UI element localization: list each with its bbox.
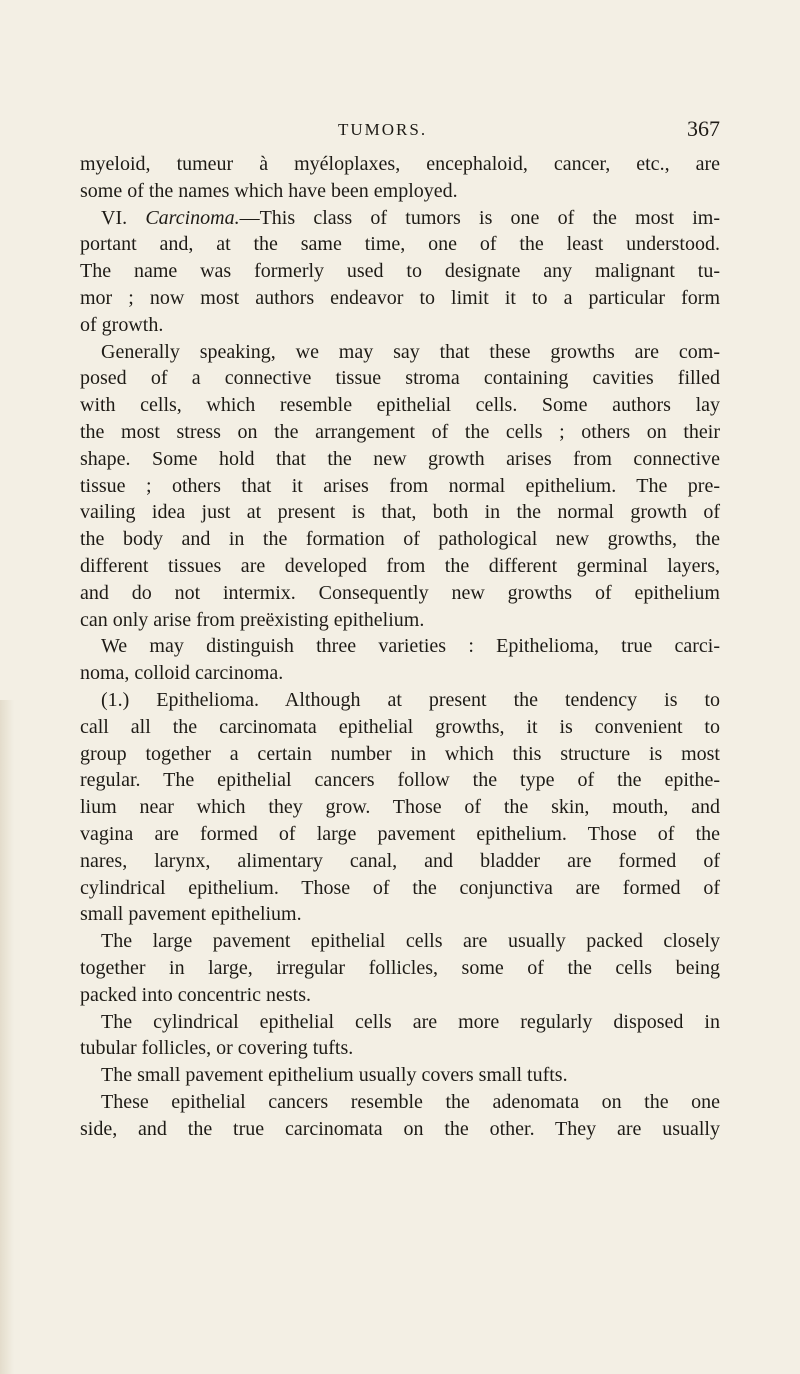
text-line: lium near which they grow. Those of the skin, mouth, and [80, 796, 720, 819]
text-line: side, and the true carcinomata on the other. They are usually [80, 1117, 720, 1140]
text-line: small pavement epithelium. [80, 903, 302, 926]
text-line: the most stress on the arrangement of the cells ; others on their [80, 420, 720, 443]
text-line: with cells, which resemble epithelial cells. Some authors lay [80, 394, 720, 417]
text-line: The small pavement epithelium usually covers small tufts. [101, 1064, 568, 1087]
text-line: together in large, irregular follicles, some of the cells being [80, 956, 720, 979]
text-line: cylindrical epithelium. Those of the conjunctiva are formed of [80, 876, 720, 899]
text-line: portant and, at the same time, one of the least understood. [80, 233, 720, 256]
text-line: The large pavement epithelial cells are usually packed closely [101, 930, 720, 953]
text-line: group together a certain number in which this structure is most [80, 742, 720, 765]
text-line: and do not intermix. Consequently new growths of epithelium [80, 581, 720, 604]
text-line: posed of a connective tissue stroma containing cavities filled [80, 367, 720, 390]
text-line: The cylindrical epithelial cells are more regularly disposed in [101, 1010, 720, 1033]
running-head: TUMORS. [338, 120, 428, 139]
text-line: These epithelial cancers resemble the adenomata on the one [101, 1090, 720, 1113]
text-line: noma, colloid carcinoma. [80, 662, 284, 685]
text-line: nares, larynx, alimentary canal, and bladder are formed of [80, 849, 720, 872]
page-header [80, 116, 720, 146]
page-number: 367 [687, 116, 720, 141]
text-line: different tissues are developed from the different germinal layers, [80, 554, 720, 577]
line-text: —This class of tumors is one of the most im- [239, 206, 720, 229]
section-title: Carcinoma. [145, 206, 240, 229]
body-text [80, 151, 720, 1142]
text-line: We may distinguish three varieties : Epithelioma, true carci- [101, 635, 720, 658]
text-line [80, 205, 720, 232]
text-line: mor ; now most authors endeavor to limit it to a particular form [80, 286, 720, 309]
text-line: vagina are formed of large pavement epithelium. Those of the [80, 822, 720, 845]
section-number: VI. [101, 206, 146, 229]
text-line: the body and in the formation of pathological new growths, the [80, 528, 720, 551]
text-line: regular. The epithelial cancers follow the type of the epithe- [80, 769, 720, 792]
text-line: some of the names which have been employed. [80, 179, 458, 202]
text-line: Generally speaking, we may say that these growths are com- [101, 340, 720, 363]
text-line: call all the carcinomata epithelial growths, it is convenient to [80, 715, 720, 738]
text-line: shape. Some hold that the new growth arises from connective [80, 447, 720, 470]
text-line: tissue ; others that it arises from normal epithelium. The pre- [80, 474, 720, 497]
text-line: (1.) Epithelioma. Although at present the tendency is to [101, 688, 720, 711]
text-line: can only arise from preëxisting epithelium. [80, 608, 425, 631]
text-line: packed into concentric nests. [80, 983, 312, 1006]
text-line: myeloid, tumeur à myéloplaxes, encephaloid, cancer, etc., are [80, 153, 720, 175]
text-line: vailing idea just at present is that, both in the normal growth of [80, 501, 720, 524]
text-line: The name was formerly used to designate any malignant tu- [80, 260, 720, 283]
text-line: of growth. [80, 313, 164, 336]
page-gutter-shadow [0, 700, 14, 1374]
text-line: tubular follicles, or covering tufts. [80, 1037, 354, 1060]
